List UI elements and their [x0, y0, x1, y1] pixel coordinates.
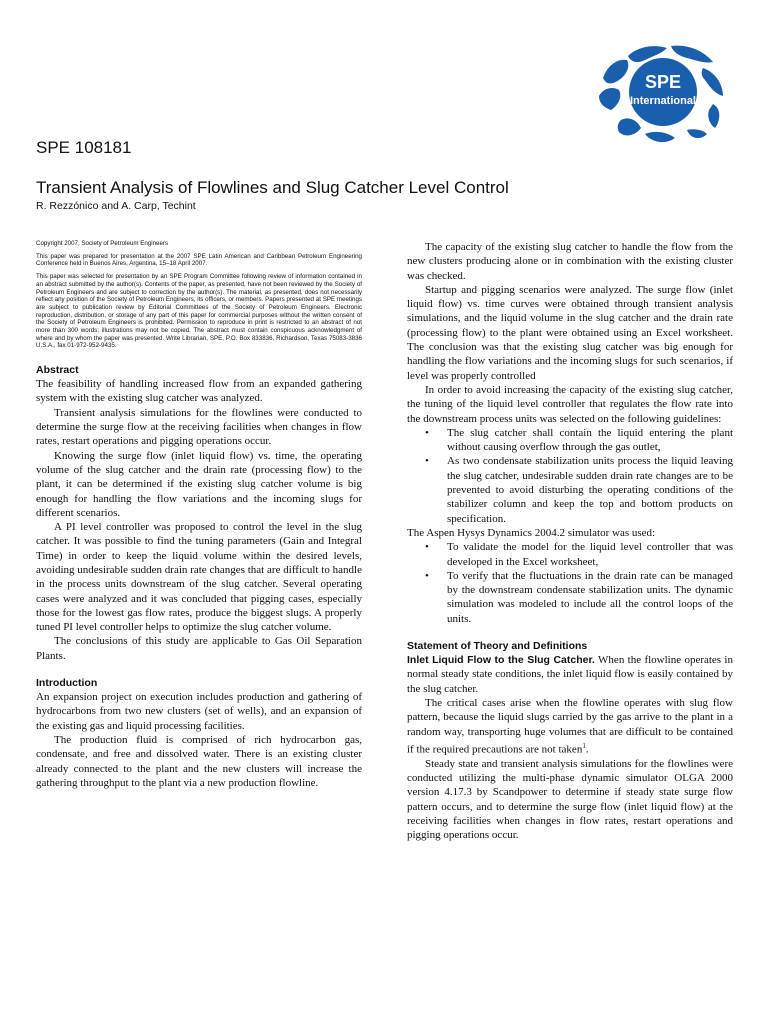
paragraph-text: The critical cases arise when the flowline operates with slug flow pattern, because the liquid slugs carried by the gas arrive to the plant in a random way, transporting huge volumes that are difficult to be contained if the required precautions are not taken: [407, 696, 733, 756]
selection-notice: This paper was selected for presentation by an SPE Program Committee following review of information contained in an abstract submitted by the author(s). Contents of the paper, as presented, have not been reviewed by the Society of Petroleum Engineers and are subject to correction by the author(s). The material, as presented, does not necessarily reflect any position of the Society of Petroleum Engineers, its officers, or members. Papers presented at SPE meetings are subject to publication review by Editorial Committees of the Society of Petroleum Engineers. Electronic reproduction, distribution, or storage of any part of this paper for commercial purposes without the written consent of the Society of Petroleum Engineers is prohibited. Permission to reproduce in print is restricted to an abstract of not more than 300 words; illustrations may not be copied. The abstract must contain conspicuous acknowledgment of where and by whom the paper was presented. Write Librarian, SPE, P.O. Box 833836, Richardson, Texas 75083-3836 U.S.A., fax 01-972-952-9435.: [36, 273, 362, 350]
simulator-list: [407, 540, 733, 626]
paper-number: SPE 108181: [36, 138, 132, 157]
spe-international-logo: [583, 38, 733, 148]
introduction-paragraph: An expansion project on execution includes production and gathering of hydrocarbons from two new clusters (set of wells), and an expansion of the existing gas and liquid processing facilities.: [36, 691, 362, 732]
bullet-icon: •: [425, 569, 429, 582]
logo-spe-text: SPE: [644, 72, 682, 92]
bullet-icon: •: [425, 455, 429, 468]
body-paragraph: [407, 653, 733, 696]
abstract-paragraph: Knowing the surge flow (inlet liquid flow) vs. time, the operating volume of the slug catcher and the drain rate (processing flow) to the plant, it can be determined if the existing slug catcher volume is big enough for handling the flow variations and the incoming slugs for different scenarios.: [36, 449, 362, 519]
list-item: [407, 454, 733, 525]
abstract-heading: Abstract: [36, 364, 79, 377]
abstract-paragraph: A PI level controller was proposed to control the level in the slug catcher. It was possible to find the tuning parameters (Gain and Integral Time) in order to keep the liquid volume within the desired levels, avoiding undesirable sudden drain rate changes that are difficult to handle in the process units downstream of the slug catcher. Several operating cases were analyzed and it was concluded that pigging cases, especially those for the lowest gas flow rates, produce the biggest slugs. A properly tuned PI level controller helps to optimize the slug catcher volume.: [36, 521, 362, 634]
body-paragraph: The capacity of the existing slug catcher to handle the flow from the new clusters producing alone or in combination with the existing cluster was checked.: [407, 241, 733, 282]
guidelines-list: [407, 426, 733, 526]
body-paragraph: The Aspen Hysys Dynamics 2004.2 simulator was used:: [407, 526, 656, 539]
paper-authors: R. Rezzónico and A. Carp, Techint: [36, 200, 196, 212]
theory-heading: Statement of Theory and Definitions: [407, 640, 588, 653]
introduction-paragraph: The production fluid is comprised of rich hydrocarbon gas, condensate, and free and dissolved water. There is an existing cluster already connected to the plant and the new clusters will increase the gathering throughput to the plant via a new production flowline.: [36, 733, 362, 789]
right-column: [407, 240, 733, 843]
body-paragraph: Steady state and transient analysis simulations for the flowlines were conducted utilizing the multi-phase dynamic simulator OLGA 2000 version 4.17.3 by Scandpower to determine if steady state surge flow pattern occurs, and to determine the surge flow (inlet liquid flow) at the receiving facilities when changes in flow rates, restart operations and pigging operations occur.: [407, 757, 733, 842]
copyright-notice: Copyright 2007, Society of Petroleum Engineers: [36, 240, 169, 247]
body-paragraph: Startup and pigging scenarios were analyzed. The surge flow (inlet liquid flow) vs. time curves were obtained through transient analysis simulations, and the liquid volume in the slug catcher and the drain rate (processing flow) to the plant were obtained using an Excel worksheet. The conclusion was that the existing slug catcher was big enough for handling the flow variations and the incoming slugs for such scenarios, if level was properly controlled: [407, 283, 733, 382]
body-paragraph: [407, 696, 733, 757]
introduction-heading: Introduction: [36, 677, 98, 690]
list-item: [407, 540, 733, 569]
abstract-paragraph: Transient analysis simulations for the flowlines were conducted to determine the surge flow at the receiving facilities when changes in flow rates, restart operations and pigging operations occur.: [36, 406, 362, 448]
list-item-text: As two condensate stabilization units process the liquid leaving the slug catcher, undesirable sudden drain rate changes are to be prevented to avoid disturbing the operating conditions of the stabilizer column and keep the top and bottom products on specification.: [447, 455, 733, 525]
list-item-text: The slug catcher shall contain the liquid entering the plant without causing overflow through the gas outlet,: [447, 426, 733, 454]
list-item: [407, 426, 733, 455]
paragraph-end: .: [585, 743, 589, 756]
inlet-liquid-flow-subheading: Inlet Liquid Flow to the Slug Catcher.: [407, 654, 595, 667]
bullet-icon: •: [425, 541, 429, 554]
abstract-paragraph: The conclusions of this study are applicable to Gas Oil Separation Plants.: [36, 635, 362, 662]
bullet-icon: •: [425, 426, 429, 439]
body-paragraph: In order to avoid increasing the capacity of the existing slug catcher, the tuning of the liquid level controller that regulates the flow rate into the downstream process units was selected on the following guidelines:: [407, 383, 733, 425]
reference-superscript: 1: [582, 741, 586, 750]
presentation-notice: This paper was prepared for presentation at the 2007 SPE Latin American and Caribbean Petroleum Engineering Conference held in Buenos Aires, Argentina, 15–18 April 2007.: [36, 252, 362, 268]
logo-international-text: International: [629, 95, 697, 107]
list-item: [407, 569, 733, 626]
abstract-paragraph: The feasibility of handling increased flow from an expanded gathering system with the existing slug catcher was analyzed.: [36, 378, 362, 405]
paper-title: Transient Analysis of Flowlines and Slug Catcher Level Control: [36, 178, 509, 197]
left-column: [36, 240, 362, 790]
subhead-paragraph-text: When the flowline operates in normal steady state conditions, the inlet liquid flow is easily contained by the slug catcher.: [407, 654, 733, 695]
list-item-text: To verify that the fluctuations in the drain rate can be managed by the downstream condensate stabilization units. The dynamic simulation was modeled to include all the control loops of the units.: [447, 569, 733, 625]
list-item-text: To validate the model for the liquid level controller that was developed in the Excel worksheet,: [447, 541, 733, 568]
